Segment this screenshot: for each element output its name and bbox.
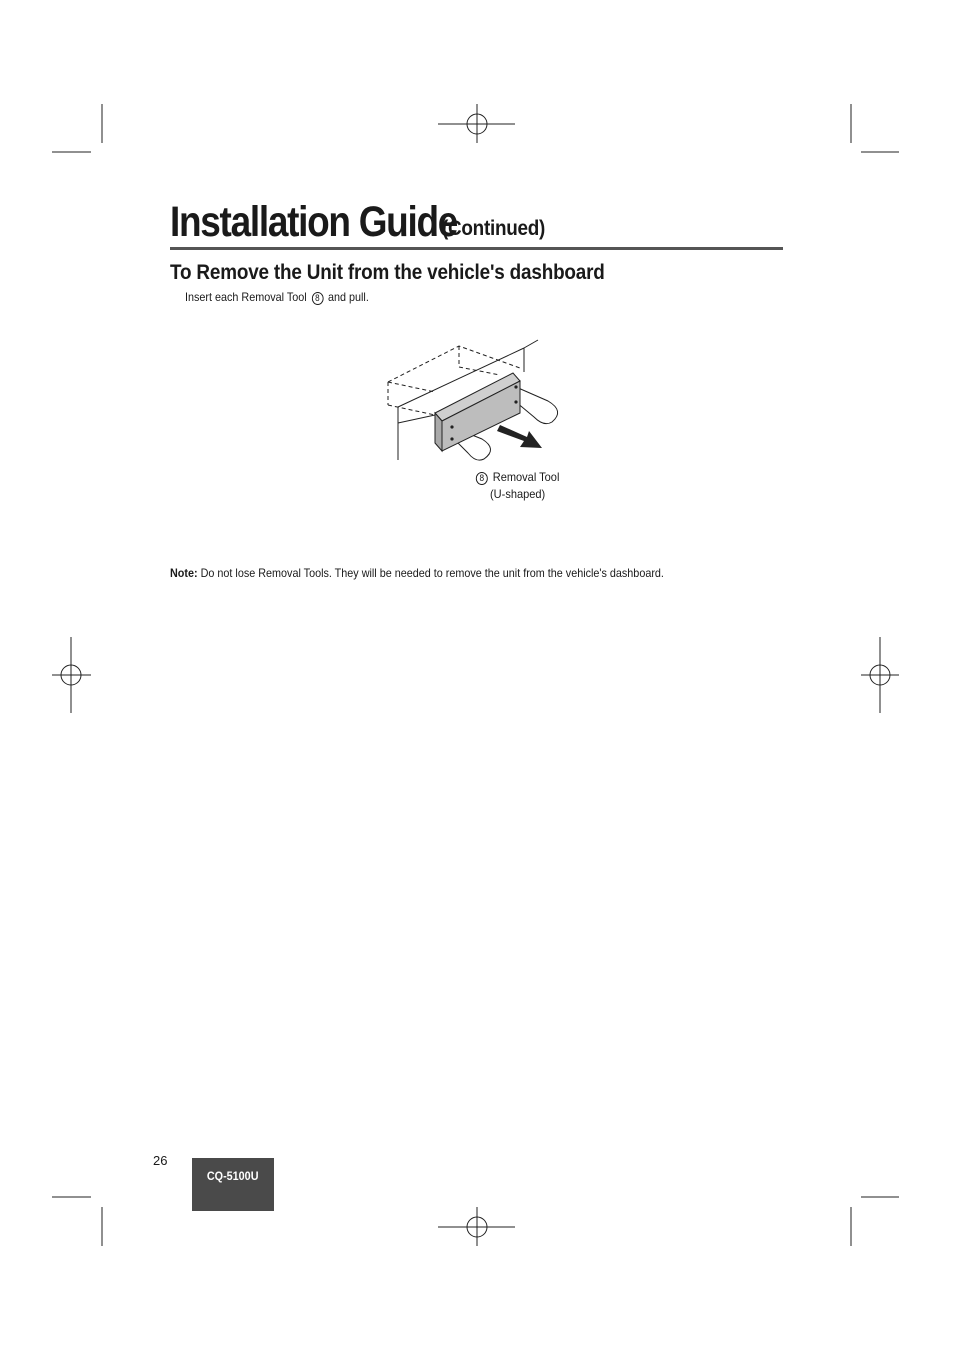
model-badge xyxy=(192,1158,274,1211)
callout-ref-number: 8 xyxy=(476,472,488,485)
title-rule xyxy=(170,247,783,250)
diagram-callout xyxy=(474,470,559,485)
instruction-after: and pull. xyxy=(327,290,369,304)
instruction-before: Insert each Removal Tool xyxy=(185,290,307,304)
removal-diagram xyxy=(380,335,580,465)
page-header xyxy=(170,198,546,247)
note-label: Note: xyxy=(170,566,198,580)
instruction-ref-number: 8 xyxy=(311,292,323,305)
callout-sub-label: (U-shaped) xyxy=(490,487,546,501)
note-text xyxy=(170,566,664,580)
note-body: Do not lose Removal Tools. They will be needed to remove the unit from the vehicle's dashboard. xyxy=(200,566,664,580)
page-title: Installation Guide xyxy=(170,198,458,246)
section-title: To Remove the Unit from the vehicle's dashboard xyxy=(170,261,605,284)
callout-label: Removal Tool xyxy=(492,470,560,484)
page-number: 26 xyxy=(153,1153,168,1168)
model-label: CQ-5100U xyxy=(207,1169,259,1183)
page-subtitle: (Continued) xyxy=(442,217,546,240)
instruction-text xyxy=(185,290,369,305)
